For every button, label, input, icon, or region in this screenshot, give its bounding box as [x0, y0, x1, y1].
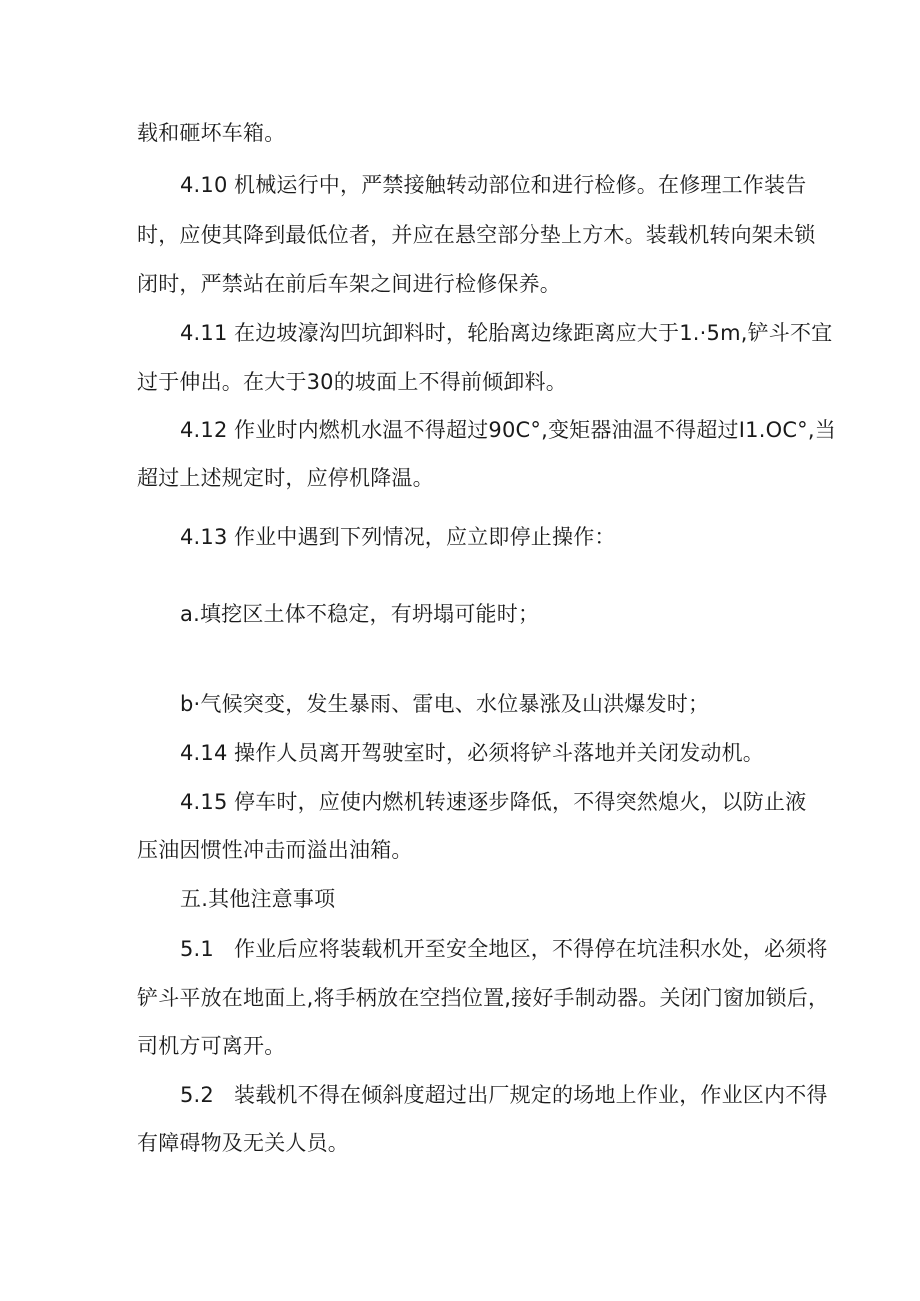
- text-line: [137, 270, 561, 298]
- text-line: [137, 368, 567, 396]
- paragraph-text: 机械运行中，严禁接触转动部位和进行检修。在修理工作装告: [234, 173, 807, 197]
- text-line: [137, 221, 815, 249]
- paragraph-text: 压油因惯性冲击而溢出油箱。: [137, 838, 413, 862]
- text-line: [137, 119, 285, 147]
- text-line: [137, 1129, 349, 1157]
- section-heading: [180, 885, 335, 913]
- paragraph-text: a.填挖区土体不稳定，有坍塌可能时；: [180, 602, 540, 626]
- paragraph-text: 在边坡濠沟凹坑卸料时，轮胎离边缘距离应大于1.·5m,铲斗不宜: [234, 321, 833, 345]
- clause-5-2: [180, 1081, 828, 1109]
- paragraph-text: b·气候突变，发生暴雨、雷电、水位暴涨及山洪爆发时；: [180, 692, 710, 716]
- text-line: [137, 1032, 285, 1060]
- text-line: [137, 836, 413, 864]
- clause-number: 4.12: [180, 418, 228, 442]
- clause-4-15: [180, 788, 806, 816]
- section-title: 五.其他注意事项: [180, 887, 336, 911]
- paragraph-text: 停车时，应使内燃机转速逐步降低，不得突然熄火，以防止液: [234, 790, 807, 814]
- list-item-a: [180, 600, 539, 628]
- paragraph-text: 超过上述规定时，应停机降温。: [137, 466, 434, 490]
- paragraph-text: 作业时内燃机水温不得超过90C°,变矩器油温不得超过I1.OC°,当: [234, 418, 836, 442]
- clause-number: 4.11: [180, 321, 228, 345]
- clause-5-1: [180, 935, 828, 963]
- paragraph-text: 操作人员离开驾驶室时，必须将铲斗落地并关闭发动机。: [234, 741, 764, 765]
- clause-4-11: [180, 319, 832, 347]
- clause-number: 4.15: [180, 790, 228, 814]
- paragraph-text: 铲斗平放在地面上,将手柄放在空挡位置,接好手制动器。关闭门窗加锁后，: [137, 986, 830, 1010]
- clause-4-13: [180, 523, 616, 551]
- paragraph-text: 过于伸出。在大于30的坡面上不得前倾卸料。: [137, 370, 567, 394]
- clause-number: 4.13: [180, 525, 228, 549]
- clause-number: 4.14: [180, 741, 228, 765]
- text-line: [137, 464, 434, 492]
- paragraph-text: 有障碍物及无关人员。: [137, 1131, 349, 1155]
- paragraph-text: 作业中遇到下列情况，应立即停止操作：: [234, 525, 616, 549]
- clause-4-10: [180, 171, 806, 199]
- paragraph-text: 装载机不得在倾斜度超过出厂规定的场地上作业，作业区内不得: [234, 1083, 828, 1107]
- clause-number: 5.1: [180, 937, 214, 961]
- paragraph-text: 时，应使其降到最低位者，并应在悬空部分垫上方木。装载机转向架未锁: [137, 223, 816, 247]
- clause-4-14: [180, 739, 764, 767]
- paragraph-text: 司机方可离开。: [137, 1034, 286, 1058]
- text-line: [137, 984, 829, 1012]
- list-item-b: [180, 690, 709, 718]
- paragraph-text: 载和砸坏车箱。: [137, 121, 286, 145]
- clause-4-12: [180, 416, 836, 444]
- clause-number: 5.2: [180, 1083, 214, 1107]
- paragraph-text: 作业后应将装载机开至安全地区，不得停在坑洼积水处，必须将: [234, 937, 828, 961]
- paragraph-text: 闭时，严禁站在前后车架之间进行检修保养。: [137, 272, 561, 296]
- clause-number: 4.10: [180, 173, 228, 197]
